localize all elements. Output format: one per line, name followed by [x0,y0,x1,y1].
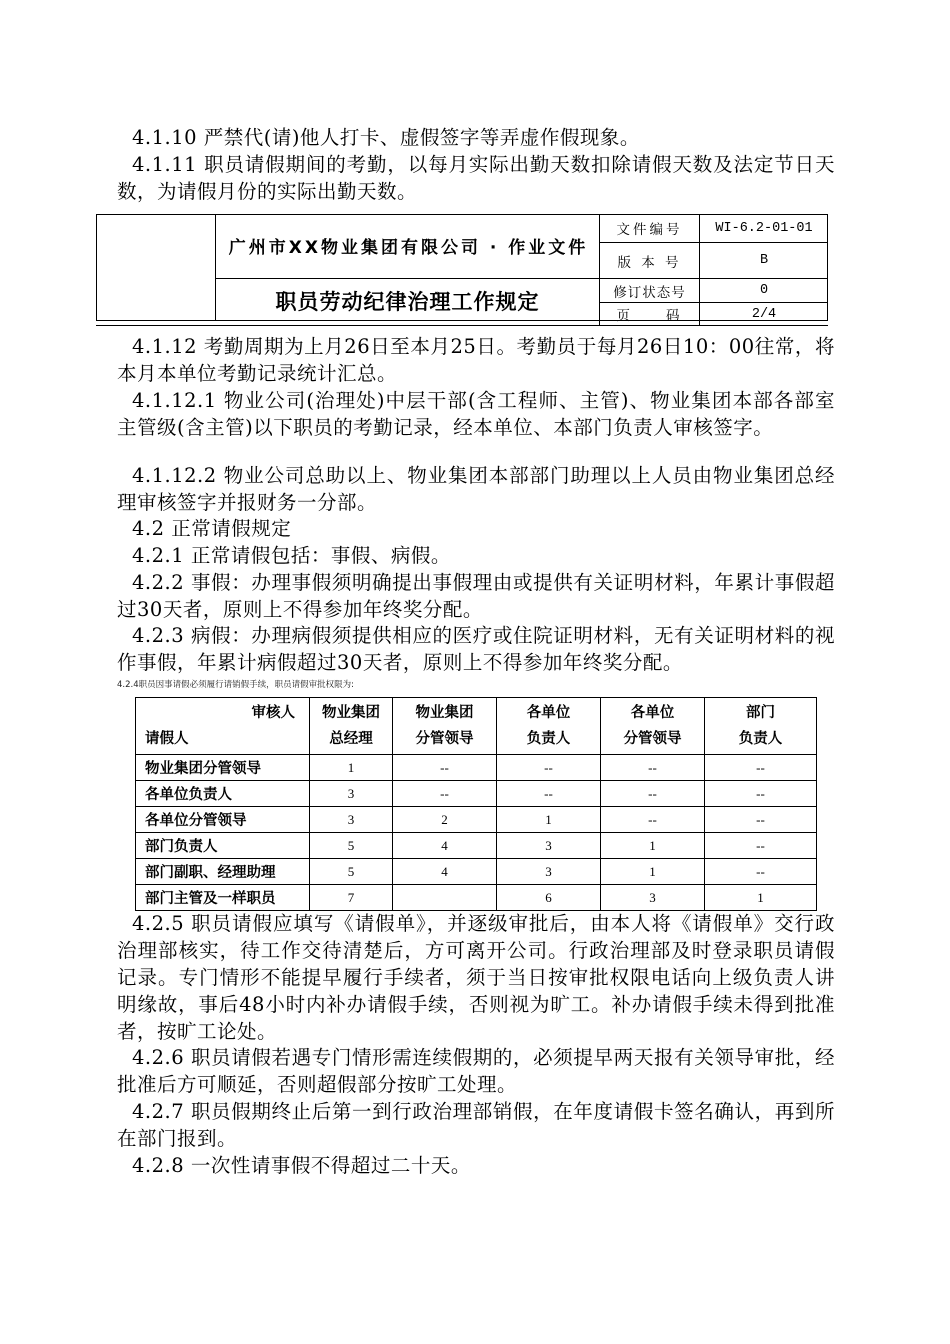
paragraph-4-1-12: 4.1.12 考勤周期为上月26日至本月25日。考勤员于每月26日10：00往常，将本月本单位考勤记录统计汇总。 [117,335,835,385]
table-row [136,885,817,911]
meta-label-page: 页 码 [616,308,683,324]
table-row [136,859,817,885]
table-row [136,755,817,781]
table-cell: -- [601,755,705,781]
table-cell: 6 [497,885,601,911]
paragraph-4-1-10: 4.1.10 严禁代(请)他人打卡、虚假签字等弄虚作假现象。 [132,126,640,149]
table-cell: 3 [497,859,601,885]
table-cell: 3 [601,885,705,911]
meta-value-version: B [759,253,769,268]
table-cell: -- [705,807,817,833]
paragraph-4-2-7: 4.2.7 职员假期终止后第一到行政治理部销假，在年度请假卡签名确认，再到所在部门报到。 [117,1100,835,1150]
table-cell: -- [705,859,817,885]
table-cell: -- [497,755,601,781]
meta-label-revision: 修订状态号 [613,284,686,301]
paragraph-4-2-1: 4.2.1 正常请假包括：事假、病假。 [132,544,451,567]
table-cell: -- [705,833,817,859]
column-header: 各单位 分管领导 [601,698,705,755]
table-row [136,781,817,807]
table-cell: 5 [310,859,393,885]
table-cell: 2 [393,807,497,833]
paragraph-4-2-2: 4.2.2 事假：办理事假须明确提出事假理由或提供有关证明材料，年累计事假超过30天者，原则上不得参加年终奖分配。 [117,571,835,621]
table-header-row [136,698,817,755]
document-header [96,214,828,326]
paragraph-4-2-8: 4.2.8 一次性请事假不得超过二十天。 [132,1154,471,1177]
approval-table [135,697,817,911]
table-cell: 5 [310,833,393,859]
paragraph-4-1-12-1: 4.1.12.1 物业公司(治理处)中层干部(含工程师、主管)、物业集团本部各部室主管级(含主管)以下职员的考勤记录，经本单位、本部门负责人审核签字。 [117,389,835,439]
paragraph-4-2-3: 4.2.3 病假：办理病假须提供相应的医疗或住院证明材料，无有关证明材料的视作事假，年累计病假超过30天者，原则上不得参加年终奖分配。 [117,624,835,674]
table-cell: 7 [310,885,393,911]
table-cell: 4 [393,859,497,885]
company-name: 广州市XX物业集团有限公司 · 作业文件 [228,238,589,258]
table-cell: 1 [705,885,817,911]
table-cell: 3 [497,833,601,859]
row-label-cell: 各单位分管领导 [136,807,310,833]
paragraph-4-1-12-2: 4.1.12.2 物业公司总助以上、物业集团本部部门助理以上人员由物业集团总经理审核签字并报财务一分部。 [117,464,835,514]
row-label-cell: 部门主管及一样职员 [136,885,310,911]
corner-applicant-label: 请假人 [145,731,189,747]
meta-value-page: 2/4 [751,306,777,322]
section-heading-4-2: 4.2 正常请假规定 [132,517,292,540]
table-cell: 1 [310,755,393,781]
table-caption: 4.2.4职员因事请假必须履行请销假手续，职员请假审批权限为: [117,680,354,690]
document-title: 职员劳动纪律治理工作规定 [275,290,540,314]
table-cell: -- [393,755,497,781]
row-label-cell: 部门负责人 [136,833,310,859]
table-cell: 1 [601,859,705,885]
paragraph-4-2-5: 4.2.5 职员请假应填写《请假单》，并逐级审批后，由本人将《请假单》交行政治理部核实，待工作交待清楚后，方可离开公司。行政治理部及时登录职员请假记录。专门情形不能提早履行手续者，须于当日按审批权限电话向上级负责人讲明缘故，事后48小时内补办请假手续，否则视为旷工。补办请假手续未得到批准者，按旷工论处。 [117,912,835,1043]
meta-label-doc-number: 文件编号 [616,222,683,238]
row-label-cell: 各单位负责人 [136,781,310,807]
table-row [136,833,817,859]
row-label-cell: 部门副职、经理助理 [136,859,310,885]
table-cell [393,885,497,911]
meta-value-doc-number: WI-6.2-01-01 [715,220,813,236]
paragraph-4-2-6: 4.2.6 职员请假若遇专门情形需连续假期的，必须提早两天报有关领导审批，经批准后方可顺延，否则超假部分按旷工处理。 [117,1046,835,1096]
table-cell: -- [393,781,497,807]
table-cell: 1 [601,833,705,859]
table-cell: 1 [497,807,601,833]
table-corner-cell [136,698,310,755]
column-header: 物业集团 分管领导 [393,698,497,755]
table-cell: 4 [393,833,497,859]
table-cell: -- [705,781,817,807]
meta-label-version: 版 本 号 [617,254,682,271]
column-header: 部门 负责人 [705,698,817,755]
paragraph-4-1-11: 4.1.11 职员请假期间的考勤，以每月实际出勤天数扣除请假天数及法定节日天数，为请假月份的实际出勤天数。 [117,153,835,203]
column-header: 各单位 负责人 [497,698,601,755]
table-cell: 3 [310,807,393,833]
table-cell: -- [601,781,705,807]
table-cell: 3 [310,781,393,807]
table-cell: -- [497,781,601,807]
table-row [136,807,817,833]
column-header: 物业集团 总经理 [310,698,393,755]
row-label-cell: 物业集团分管领导 [136,755,310,781]
corner-approver-label: 审核人 [251,705,295,721]
meta-value-revision: 0 [759,283,769,298]
table-cell: -- [705,755,817,781]
table-cell: -- [601,807,705,833]
